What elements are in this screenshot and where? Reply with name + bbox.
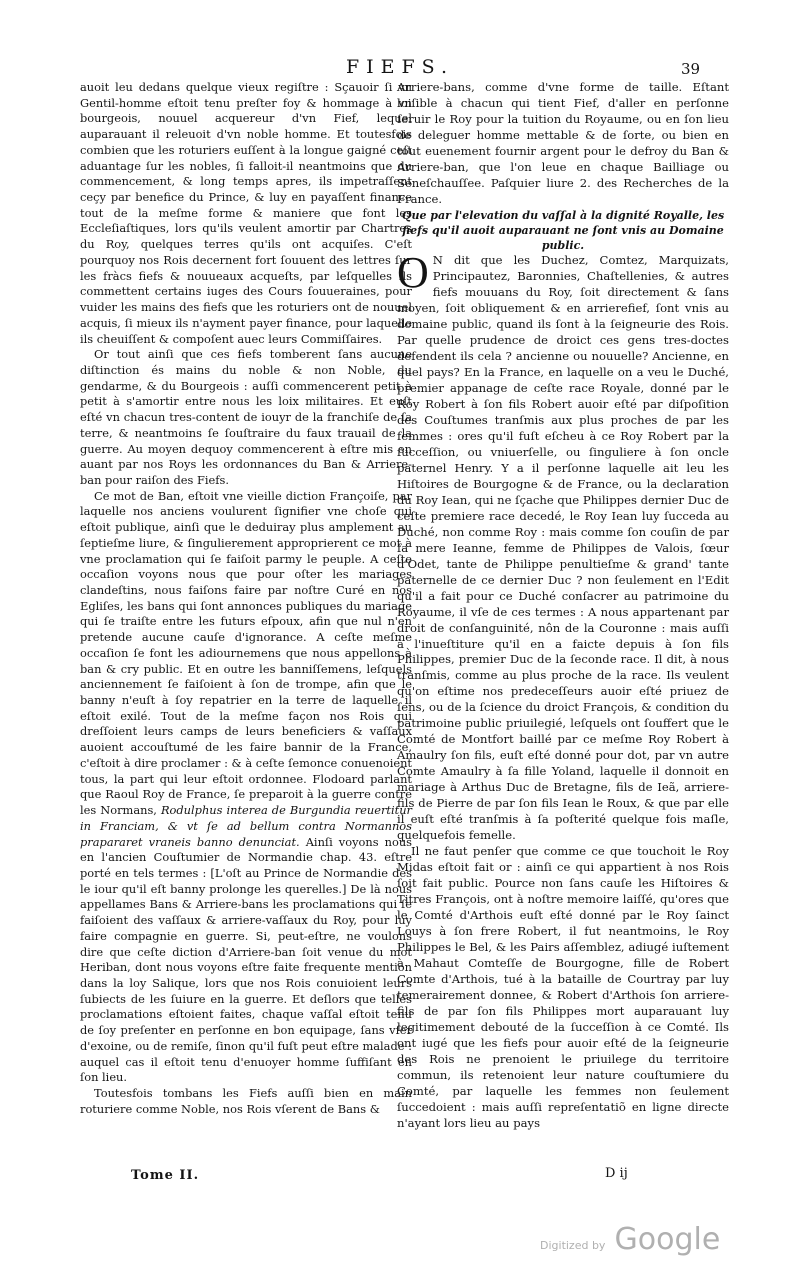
watermark-brand: Google [614,1222,721,1257]
signature-mark: D ij [605,1166,628,1181]
paragraph: Arriere-bans, comme d'vne forme de taille. Eſtant loiſible à chacun qui tient Fief, d'aller en perſonne ſeruir le Roy pour la tuition du Royaume, ou en ſon lieu de deleguer homme mettable & de ſorte, ou bien en tout euenement fournir argent pour le defroy du Ban & Arriere-ban, que l'on leue en chaque Bailliage ou Seneſchauſſee. Paſquier liure 2. des Recherches de la France. [397,80,729,206]
left-column [80,80,412,1117]
paragraph-text: Ce mot de Ban, eſtoit vne vieille diction Françoiſe, par laquelle nos anciens voulurent ſignifier vne choſe qui eſtoit publique, ainſi que le deduiray plus amplement au ſeptieſme liure, & ſingulierement approprierent ce mot à vne proclamation qui ſe faiſoit parmy le peuple. A ceſte occaſion voyons nous que pour oſter les mariages clandeſtins, nous faiſons faire par noſtre Curé en nos Egliſes, les bans qui ſont annonces publiques du mariage qui ſe traiſte entre les futurs eſpoux, afin que nul n'en pretende aucune cauſe d'ignorance. A ceſte meſme occaſion ſe font les adiournemens que nous appellons à ban & cry public. Et en outre les banniſſemens, leſquels anciennement ſe faiſoient à ſon de trompe, afin que le banny n'euſt à ſoy repatrier en la terre de laquelle il eſtoit exilé. Tout de la meſme façon nos Rois qui dreſſoient leurs camps de leurs beneficiers & vaſſaux auoient accouſtumé de les faire bannir de la France, c'eſtoit à dire proclamer : & à ceſte ſemonce conuenoient tous, la part qui leur eſtoit ordonnee. Flodoard parlant que Raoul Roy de France, ſe preparoit à la guerre contre les Normans, [80,488,412,818]
digitized-watermark [540,1222,720,1257]
section-heading: Que par l'elevation du vaſſal à la dignité Royalle, les fiefs qu'il auoit auparauant ne ſont vnis au Domaine public. [401,208,725,252]
paragraph: auoit leu dedans quelque vieux regiſtre : Sçauoir ſi vn Gentil-homme eſtoit tenu preſter foy & hommage à vn bourgeois, nouuel acquereur d'vn Fief, lequel auparauant il releuoit d'vn noble homme. Et toutesfois combien que les roturiers euſſent à la longue gaigné ceſt aduantage ſur les nobles, ſi falloit-il neantmoins que du commencement, & long temps apres, ils impetraſſent ceçy par benefice du Prince, & luy en payaſſent finance tout de la meſme forme & maniere que font les Eccleſiaſtiques, lors qu'ils veulent amortir par Chartres du Roy, quelques terres qu'ils ont acquiſes. C'eſt pourquoy nos Rois decernent fort ſouuent des lettres ſur les fràcs fiefs & nouueaux acqueſts, par leſquelles ils commettent certains iuges des Cours ſouueraines, pour vuider les mains des fiefs que les roturiers ont de nouuel acquis, ſi mieux ils n'ayment payer finance, pour laquelle ils cheuiſſent & compoſent auec leurs Commiſſaires. [80,80,412,346]
right-column [397,80,729,1132]
paragraph-text: N dit que les Duchez, Comtez, Marquizats, Principautez, Baronnies, Chaſtellenies, & autres fiefs mouuans du Roy, ſoit directement & ſans moyen, ſoit obliquement & en arrierefief, ſont vnis au domaine public, quand ils ſont à la ſeigneurie des Rois. Par quelle prudence de droict ces gens tres-doctes defendent ils cela ? ancienne ou nouuelle? Ancienne, en quel pays? En la France, en laquelle on a veu le Duché, premier appanage de ceſte race Royale, donné par le Roy Robert à ſon fils Robert auoir eſté par diſpoſition des Couſtumes tranſmis aux plus proches de par les femmes : ores qu'il fuſt eſcheu à ce Roy Robert par la ſucceſſion, ou vniuerſelle, ou ſinguliere à ſon oncle paternel Henry. Y a il perſonne laquelle ait leu les Hiſtoires de Bourgogne & de France, ou la declaration du Roy Iean, qui ne ſçache que Philippes dernier Duc de ceſte premiere race decedé, le Roy Iean luy ſucceda au Duché, non comme Roy : mais comme ſon couſin de par ſa mere Ieanne, femme de Philippes de Valois, ſœur d'Odet, tante de Philippe penultieſme & grand' tante paternelle de ce dernier Duc ? non ſeulement en l'Edit qu'il a fait pour ce Duché conſacrer au patrimoine du Royaume, il vſe de ces termes : A nous appartenant par droit de conſanguinité, nôn de la Couronne : mais auſſi à l'inueſtiture qu'il en a faicte depuis à ſon fils Philippes, premier Duc de la ſeconde race. Il dit, à nous tranſmis, comme au plus proche de la race. Ils veulent qu'on eſtime nos predeceſſeurs auoir eſté priuez de ſens, ou de la ſcience du droict François, & condition du patrimoine public priuilegié, leſquels ont ſouffert que le Comté de Montfort baillé par ce meſme Roy Robert à Amaulry ſon fils, euſt eſté donné pour dot, par vn autre Comte Amaulry à ſa fille Yoland, laquelle il donnoit en mariage à Arthus Duc de Bretagne, fils de Ieã, arriere-fils de Pierre de par ſon fils Iean le Roux, & que par elle il euſt eſté tranſmis à ſa poſterité quelque fois maſle, quelquefois femelle. [397,252,729,843]
page-number: 39 [681,60,701,78]
paragraph: Or tout ainſi que ces fiefs tomberent ſans aucune diſtinction és mains du noble & non Noble, du gendarme, & du Bourgeois : auſſi commencerent petit à petit à s'amortir entre nous les loix militaires. Et euſt eſté vn chacun tres-content de iouyr de la franchiſe de ſa terre, & neantmoins ſe ſouſtraire du faux trauail de la guerre. Au moyen dequoy commencerent à eſtre mis en auant par nos Roys les ordonnances du Ban & Arriere-ban pour raiſon des Fiefs. [80,347,412,487]
latin-quote: Rodulphus interea de Burgundia reuertitur in Franciam, & vt ſe ad bellum contra Normannos prapararet vraneis banno denunciat. [80,803,412,849]
paragraph-text: Ainſi voyons nous en l'ancien Couſtumier de Normandie chap. 43. eſtre porté en tels termes : [L'oſt au Prince de Normandie dés le iour qu'il eſt banny prolonge les querelles.] De là nous appellames Bans & Arriere-bans les proclamations qui ſe faiſoient des vaſſaux & arriere-vaſſaux du Roy, pour luy faire compagnie en guerre. Si, peut-eſtre, ne voulons dire que ceſte diction d'Arriere-ban ſoit venue du mot Heriban, dont nous voyons eſtre faite frequente mention dans la loy Salique, lors que nos Rois conuioient leurs ſubiects de les ſuiure en la guerre. Et deſlors que telles proclamations eſtoient faites, chaque vaſſal eſtoit tenu de ſoy preſenter en perſonne en bon equipage, ſans vſer d'exoine, ou de remiſe, ſinon qu'il fuſt peut eſtre malade : auquel cas il eſtoit tenu d'enuoyer homme ſuffiſant en ſon lieu. [80,834,412,1085]
drop-cap: O [397,247,429,297]
paragraph: Il ne faut penſer que comme ce que touchoit le Roy Midas eſtoit fait or : ainſi ce qui appartient à nos Rois ſoit fait public. Pource non ſans cauſe les Hiſtoires & Titres François, ont à noſtre memoire laiſſé, qu'ores que le Comté d'Arthois euſt eſté donné par le Roy ſainct Louys à ſon frere Robert, il fut neantmoins, le Roy Philippes le Bel, & les Pairs aſſemblez, adiugé iuſtement à Mahaut Comteſſe de Bourgogne, fille de Robert Comte d'Arthois, tué à la bataille de Courtray par luy temerairement donnee, & Robert d'Arthois ſon arriere-fils de par ſon fils Philippes mort auparauant luy legitimement debouté de la ſucceſſion à ce Comté. Ils ont iugé que les fiefs pour auoir eſté de la ſeigneurie des Rois ne prenoient le priuilege du territoire commun, ils retenoient leur nature couſtumiere du Comté, par laquelle les femmes non ſeulement ſuccedoient : mais auſſi repreſentatiõ en ligne directe n'ayant lors lieu au pays [397,844,729,1131]
running-title: FIEFS. [345,56,455,78]
paragraph [80,489,412,1086]
watermark-prefix: Digitized by [540,1239,606,1252]
volume-label: Tome II. [131,1168,200,1183]
paragraph: Toutesfois tombans les Fiefs auſſi bien en main roturiere comme Noble, nos Rois vſerent de Bans & [80,1086,412,1116]
paragraph [397,247,729,844]
